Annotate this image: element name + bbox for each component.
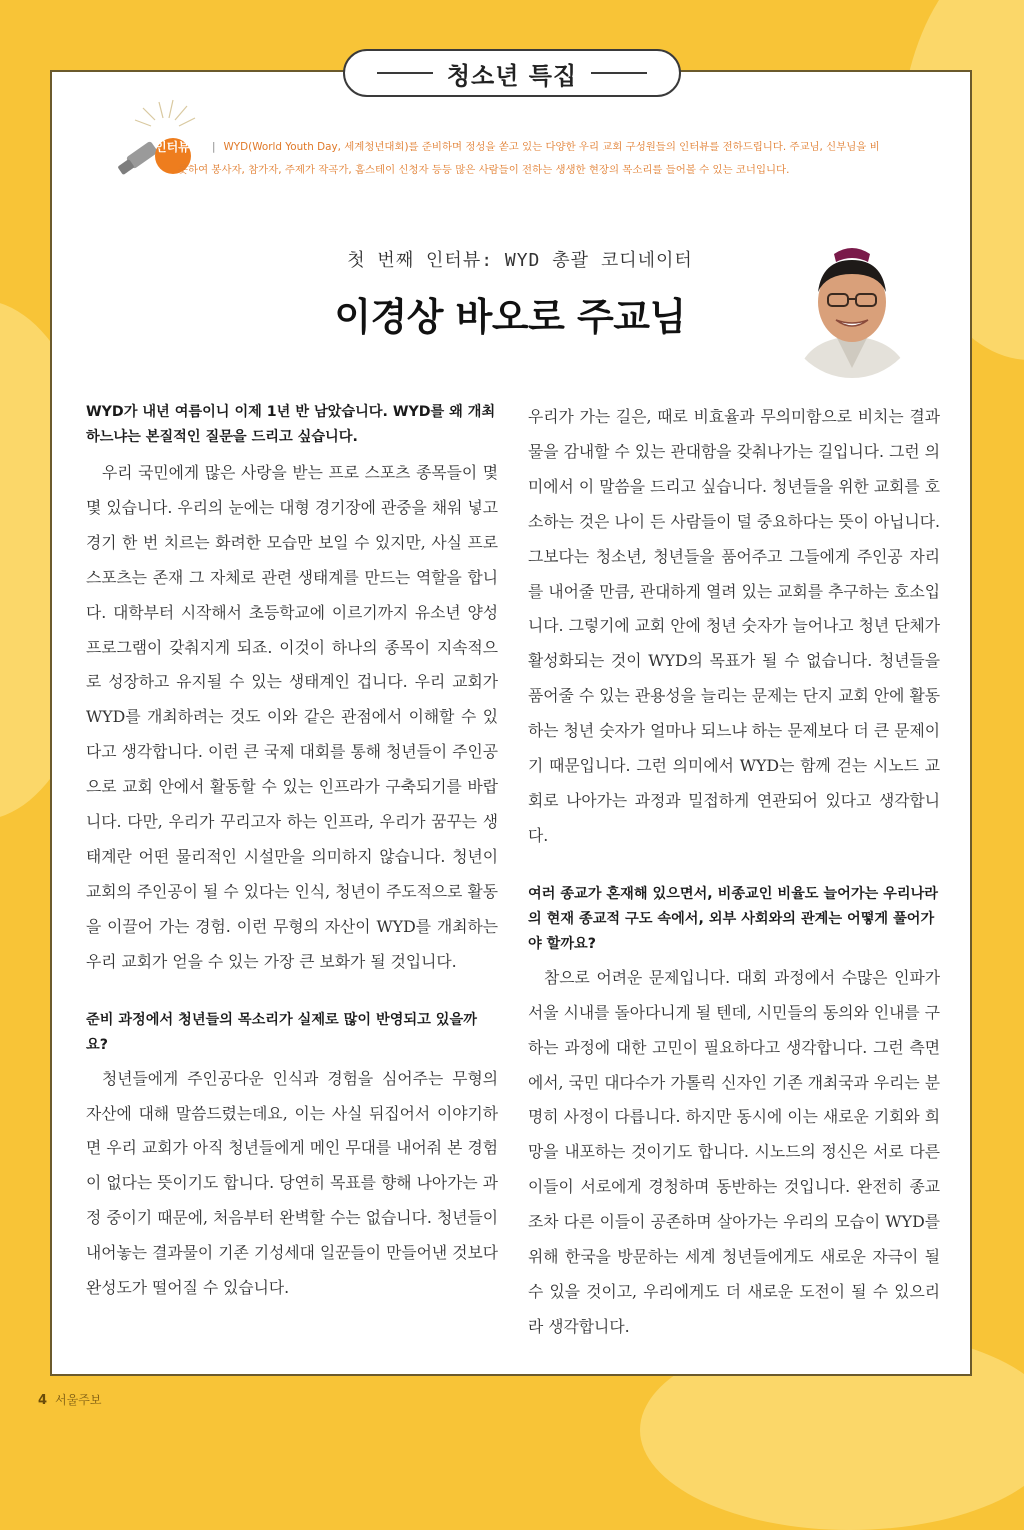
section-title-pill xyxy=(343,49,681,97)
title-rule-left xyxy=(377,72,433,74)
answer-3: 참으로 어려운 문제입니다. 대회 과정에서 수많은 인파가 서울 시내를 돌아다니게 될 텐데, 시민들의 동의와 인내를 구하는 과정에 대한 고민이 필요하다고 생각합니다. 그런 측면에서, 국민 대다수가 가톨릭 신자인 기존 개최국과 우리는 분명히 사정이 다릅니다. 하지만 동시에 이는 새로운 기회와 희망을 내포하는 것이기도 합니다. 시노드의 정신은 서로 다른 이들이 서로에게 경청하며 동반하는 것입니다. 완전히 종교조차 다른 이들이 공존하며 살아가는 우리의 모습이 WYD를 위해 한국을 방문하는 세계 청년들에게도 새로운 자극이 될 수 있을 것이고, 우리에게도 더 새로운 도전이 될 수 있으리라 생각합니다. xyxy=(528,967,940,1336)
interview-subtitle: 첫 번째 인터뷰: WYD 총괄 코디네이터 xyxy=(347,250,693,271)
intro-box xyxy=(115,96,915,206)
publication-name: 서울주보 xyxy=(55,1393,102,1407)
question-1: WYD가 내년 여름이니 이제 1년 반 남았습니다. WYD를 왜 개최하느냐는 본질적인 질문을 드리고 싶습니다. xyxy=(86,404,496,445)
answer-2-continued: 우리가 가는 길은, 때로 비효율과 무의미함으로 비치는 결과물을 감내할 수 있는 관대함을 갖춰나가는 길입니다. 그런 의미에서 이 말씀을 드리고 싶습니다. 청년들을 위한 교회를 호소하는 것은 나이 든 사람들이 덜 중요하다는 뜻이 아닙니다. 그보다는 청소년, 청년들을 품어주고 그들에게 주인공 자리를 내어줄 만큼, 관대하게 열려 있는 교회를 추구하는 호소입니다. 그렇기에 교회 안에 청년 숫자가 늘어나고 청년 단체가 활성화되는 것이 WYD의 목표가 될 수 없습니다. 청년들을 품어줄 수 있는 관용성을 늘리는 문제는 단지 교회 안에 활동하는 청년 숫자가 얼마나 되느냐 하는 문제보다 더 큰 문제이기 때문입니다. 그런 의미에서 WYD는 함께 걷는 시노드 교회로 나아가는 과정과 밀접하게 연관되어 있다고 생각합니다. xyxy=(528,407,940,845)
intro-separator: | xyxy=(212,141,216,153)
interview-title: 이경상 바오로 주교님 xyxy=(334,295,686,339)
question-3: 여러 종교가 혼재해 있으면서, 비종교인 비율도 늘어가는 우리나라의 현재 종교적 구도 속에서, 외부 사회와의 관계는 어떻게 풀어가야 할까요? xyxy=(528,885,939,952)
intro-description: WYD(World Youth Day, 세계청년대회)를 준비하며 정성을 쏟고 있는 다양한 우리 교회 구성원들의 인터뷰를 전하드립니다. 주교님, 신부님을 비롯하여 봉사자, 참가자, 주제가 작곡가, 홈스테이 신청자 등등 많은 사람들이 전하는 생생한 현장의 목소리를 들어볼 수 있는 코너입니다. xyxy=(178,141,880,176)
answer-1: 우리 국민에게 많은 사랑을 받는 프로 스포츠 종목들이 몇몇 있습니다. 우리의 눈에는 대형 경기장에 관중을 채워 넣고 경기 한 번 치르는 화려한 모습만 보일 수 있지만, 사실 프로 스포츠는 존재 그 자체로 관련 생태계를 만드는 역할을 합니다. 대학부터 시작해서 초등학교에 이르기까지 유소년 양성 프로그램이 갖춰지게 되죠. 이것이 하나의 종목이 지속적으로 성장하고 유지될 수 있는 생태계인 겁니다. 우리 교회가 WYD를 개최하려는 것도 이와 같은 관점에서 이해할 수 있다고 생각합니다. 이런 큰 국제 대회를 통해 청년들이 주인공으로 교회 안에서 활동할 수 있는 인프라가 구축되기를 바랍니다. 다만, 우리가 꾸리고자 하는 인프라, 우리가 꿈꾸는 생태계란 어떤 물리적인 시설만을 의미하지 않습니다. 청년이 교회의 주인공이 될 수 있다는 인식, 청년이 주도적으로 활동을 이끌어 가는 경험. 이런 무형의 자산이 WYD를 개최하는 우리 교회가 얻을 수 있는 가장 큰 보화가 될 것입니다. xyxy=(86,463,498,971)
section-title: 청소년 특집 xyxy=(446,61,578,90)
article-column-left xyxy=(86,400,498,1306)
intro-text xyxy=(178,136,882,182)
page-footer xyxy=(38,1391,101,1408)
bishop-portrait xyxy=(782,240,922,380)
page-number: 4 xyxy=(38,1393,48,1408)
intro-label: 인터뷰 xyxy=(155,140,190,154)
question-2: 준비 과정에서 청년들의 목소리가 실제로 많이 반영되고 있을까요? xyxy=(86,1011,477,1053)
answer-2: 청년들에게 주인공다운 인식과 경험을 심어주는 무형의 자산에 대해 말씀드렸는데요, 이는 사실 뒤집어서 이야기하면 우리 교회가 아직 청년들에게 메인 무대를 내어줘 본 경험이 없다는 뜻이기도 합니다. 당연히 목표를 향해 나아가는 과정 중이기 때문에, 처음부터 완벽할 수는 없습니다. 청년들이 내어놓는 결과물이 기존 기성세대 일꾼들이 만들어낸 것보다 완성도가 떨어질 수 있습니다. xyxy=(86,1068,498,1298)
title-rule-right xyxy=(591,72,647,74)
article-column-right xyxy=(528,400,940,1345)
